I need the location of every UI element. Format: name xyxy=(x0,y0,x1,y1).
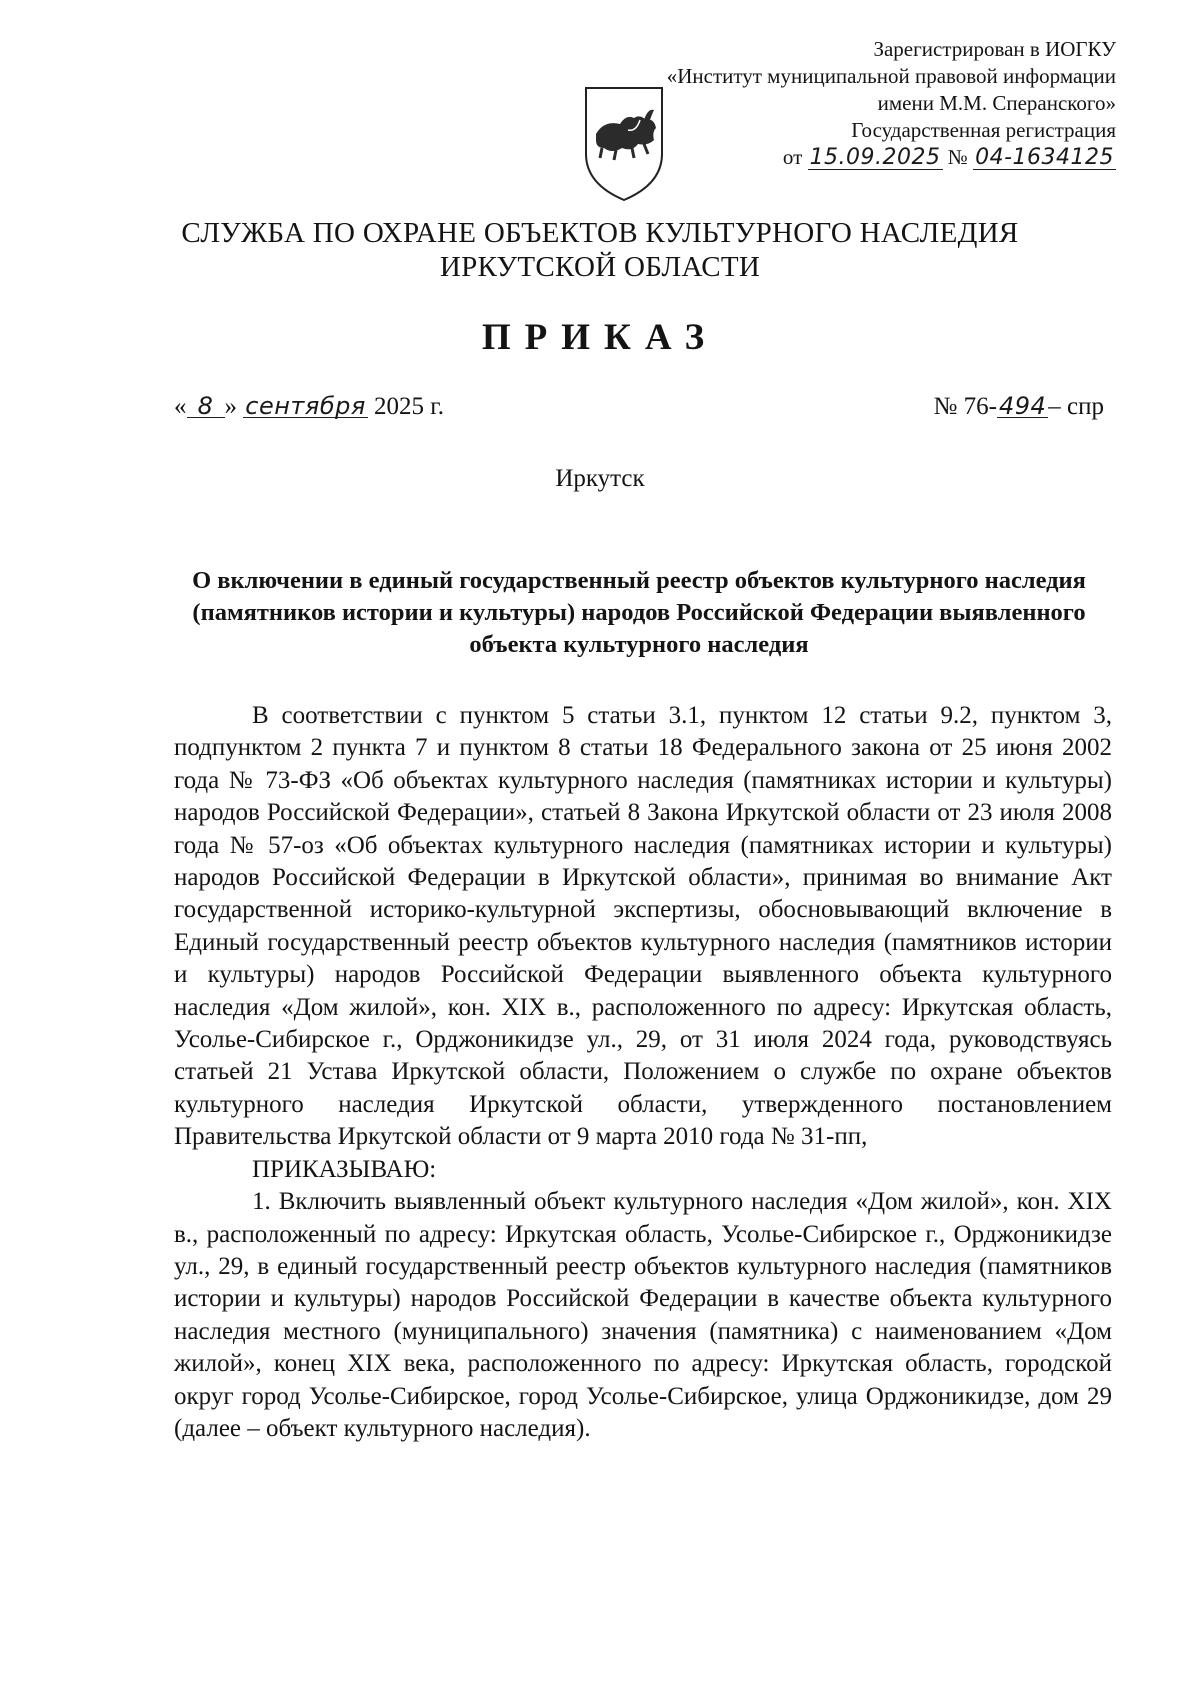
date-close-quote: » xyxy=(224,393,237,420)
registration-line: имени М.М. Сперанского» xyxy=(877,91,1116,115)
agency-title-line: СЛУЖБА ПО ОХРАНЕ ОБЪЕКТОВ КУЛЬТУРНОГО НАСЛЕДИЯ xyxy=(181,217,1019,249)
registration-line: Зарегистрирован в ИОГКУ xyxy=(873,37,1116,61)
document-body xyxy=(174,700,1112,1445)
order-number xyxy=(934,393,1104,421)
registration-line: Государственная регистрация xyxy=(851,118,1116,142)
registration-from-label: от xyxy=(782,145,803,169)
order-date xyxy=(174,393,444,421)
order-number-value: 494 xyxy=(998,392,1047,420)
agency-title xyxy=(0,216,1200,284)
document-subject: О включении в единый государственный реестр объектов культурного наследия (памятников истории и культуры) народов Российской Федерации выявленного объекта культурного наследия xyxy=(192,567,1086,658)
order-word: ПРИКАЗЫВАЮ: xyxy=(252,1155,437,1183)
order-item-1: 1. Включить выявленный объект культурного наследия «Дом жилой», кон. XIX в., расположенный по адресу: Иркутская область, Усолье-Сибирское г., Орджоникидзе ул., 29, в единый государственный реестр объектов культурного наследия (памятников истории и культуры) народов Российской Федерации в качестве объекта культурного наследия местного (муниципального) значения (памятника) с наименованием «Дом жилой», конец XIX века, расположенного по адресу: Иркутская область, городской округ город Усолье-Сибирское, город Усолье-Сибирское, улица Орджоникидзе, дом 29 (далее – объект культурного наследия). xyxy=(174,1188,1112,1442)
preamble-paragraph: В соответствии с пунктом 5 статьи 3.1, пунктом 12 статьи 9.2, пунктом 3, подпунктом 2 пункта 7 и пунктом 8 статьи 18 Федерального закона от 25 июня 2002 года № 73-ФЗ «Об объектах культурного наследия (памятниках истории и культуры) народов Российской Федерации», статьей 8 Закона Иркутской области от 23 июля 2008 года № 57-оз «Об объектах культурного наследия (памятниках истории и культуры) народов Российской Федерации в Иркутской области», принимая во внимание Акт государственной историко-культурной экспертизы, обосновывающий включение в Единый государственный реестр объектов культурного наследия (памятников истории и культуры) народов Российской Федерации выявленного объекта культурного наследия «Дом жилой», кон. XIX в., расположенного по адресу: Иркутская область, Усолье-Сибирское г., Орджоникидзе ул., 29, от 31 июля 2024 года, руководствуясь статьей 21 Устава Иркутской области, Положением о службе по охране объектов культурного наследия Иркутской области, утвержденного постановлением Правительства Иркутской области от 9 марта 2010 года № 31-пп, xyxy=(174,702,1112,1151)
order-year: 2025 г. xyxy=(374,393,444,420)
irkutsk-coat-of-arms-icon xyxy=(582,84,666,204)
registration-line: «Институт муниципальной правовой информации xyxy=(666,64,1116,88)
order-number-prefix: № 76- xyxy=(933,393,997,420)
registration-number: 04-1634125 xyxy=(975,145,1114,170)
registration-number-label: № xyxy=(947,145,968,169)
registration-date: 15.09.2025 xyxy=(809,145,941,170)
date-open-quote: « xyxy=(174,393,187,420)
order-number-suffix: – спр xyxy=(1048,393,1104,420)
document-type: ПРИКАЗ xyxy=(481,317,719,358)
city: Иркутск xyxy=(555,465,645,492)
order-month: сентября xyxy=(245,392,366,420)
agency-title-line: ИРКУТСКОЙ ОБЛАСТИ xyxy=(439,251,761,283)
order-day: 8 xyxy=(187,395,225,418)
